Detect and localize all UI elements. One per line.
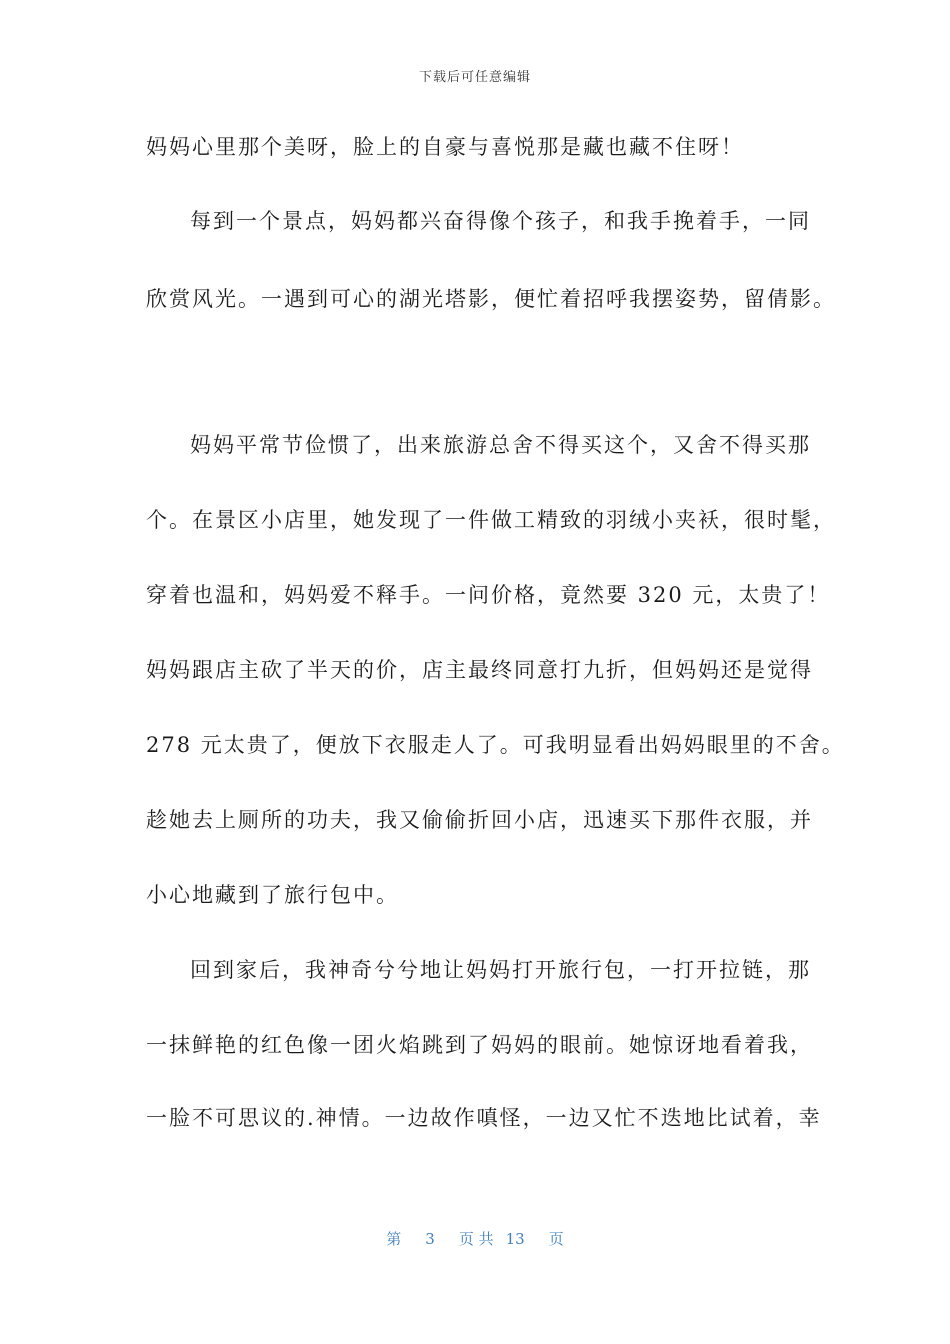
text-line: 小心地藏到了旅行包中。 bbox=[146, 883, 399, 907]
text-line: 回到家后，我神奇兮兮地让妈妈打开旅行包，一打开拉链，那 bbox=[190, 958, 811, 982]
text-line: 一抹鲜艳的红色像一团火焰跳到了妈妈的眼前。她惊讶地看着我， bbox=[146, 1033, 813, 1057]
page-prefix: 第 bbox=[386, 1230, 402, 1248]
page-suffix: 页 bbox=[548, 1230, 564, 1248]
page-footer bbox=[0, 1228, 950, 1249]
text-line: 妈妈心里那个美呀，脸上的自豪与喜悦那是藏也藏不住呀！ bbox=[146, 135, 744, 159]
page-header: 下载后可任意编辑 bbox=[418, 70, 531, 85]
total-pages: 13 bbox=[505, 1230, 525, 1248]
text-line: 每到一个景点，妈妈都兴奋得像个孩子，和我手挽着手，一同 bbox=[190, 209, 811, 233]
page-number: 3 bbox=[425, 1230, 435, 1248]
text-line: 欣赏风光。一遇到可心的湖光塔影，便忙着招呼我摆姿势，留倩影。 bbox=[146, 287, 836, 311]
text-line: 个。在景区小店里，她发现了一件做工精致的羽绒小夹袄，很时髦， bbox=[146, 508, 836, 532]
text-line: 妈妈跟店主砍了半天的价，店主最终同意打九折，但妈妈还是觉得 bbox=[146, 658, 813, 682]
text-line: 趁她去上厕所的功夫，我又偷偷折回小店，迅速买下那件衣服，并 bbox=[146, 808, 813, 832]
page-mid: 页 共 bbox=[458, 1230, 494, 1248]
text-line: 穿着也温和，妈妈爱不释手。一问价格，竟然要 320 元，太贵了！ bbox=[146, 583, 831, 607]
text-line: 一脸不可思议的.神情。一边故作嗔怪，一边又忙不迭地比试着，幸 bbox=[146, 1106, 822, 1130]
text-line: 278 元太贵了，便放下衣服走人了。可我明显看出妈妈眼里的不舍。 bbox=[146, 733, 845, 757]
text-line: 妈妈平常节俭惯了，出来旅游总舍不得买这个，又舍不得买那 bbox=[190, 433, 811, 457]
